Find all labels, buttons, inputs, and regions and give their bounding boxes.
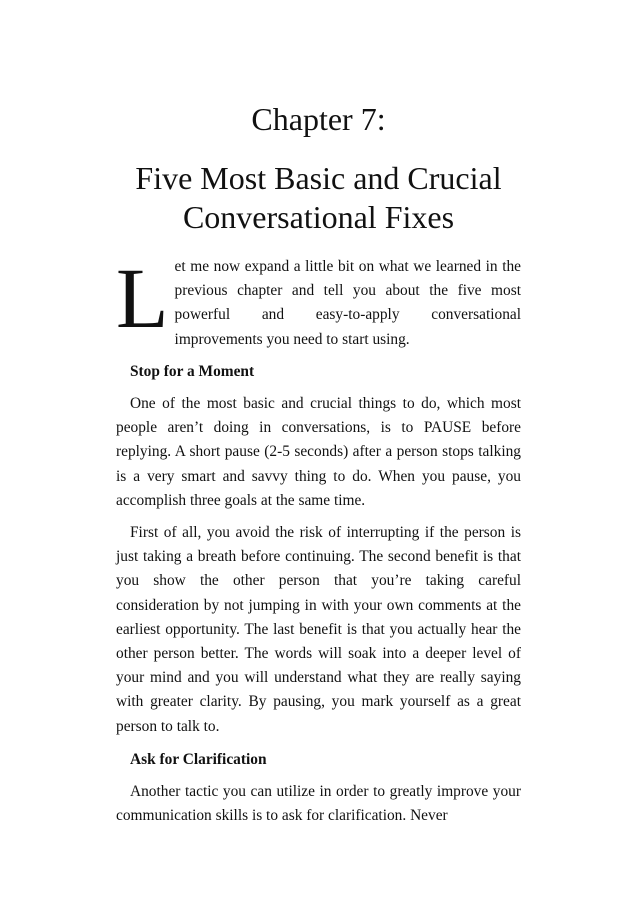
- paragraph-pause: One of the most basic and crucial things to do, which most people aren’t doing in conversations, is to PAUSE before replying. A short pause (2-5 seconds) after a person stops talking is a very smart and savvy thing to do. When you pause, you accomplish three goals at the same time.: [116, 395, 521, 509]
- paragraph-clarification: Another tactic you can utilize in order to greatly improve your communication skills is to ask for clarification. Never: [116, 783, 521, 825]
- chapter-number: Chapter 7:: [251, 101, 386, 137]
- intro-text: et me now expand a little bit on what we learned in the previous chapter and tell you about the five most powerful and easy-to-apply conversational improvements you need to start using.: [174, 258, 521, 348]
- chapter-title: Five Most Basic and Crucial Conversational Fixes: [135, 160, 502, 235]
- intro-paragraph: [116, 250, 521, 352]
- paragraph-benefits: First of all, you avoid the risk of interrupting if the person is just taking a breath before continuing. The second benefit is that you show the other person that you’re taking careful consideration by not jumping in with your own comments at the earliest opportunity. The last benefit is that you actually hear the other person better. The words will soak into a deeper level of your mind and you will understand what they are really saying with greater clarity. By pausing, you mark yourself as a great person to talk to.: [116, 524, 521, 735]
- drop-cap: L: [116, 250, 169, 346]
- section-heading-stop: Stop for a Moment: [130, 362, 255, 380]
- section-heading-clarification: Ask for Clarification: [130, 750, 267, 768]
- chapter-body: [116, 250, 521, 828]
